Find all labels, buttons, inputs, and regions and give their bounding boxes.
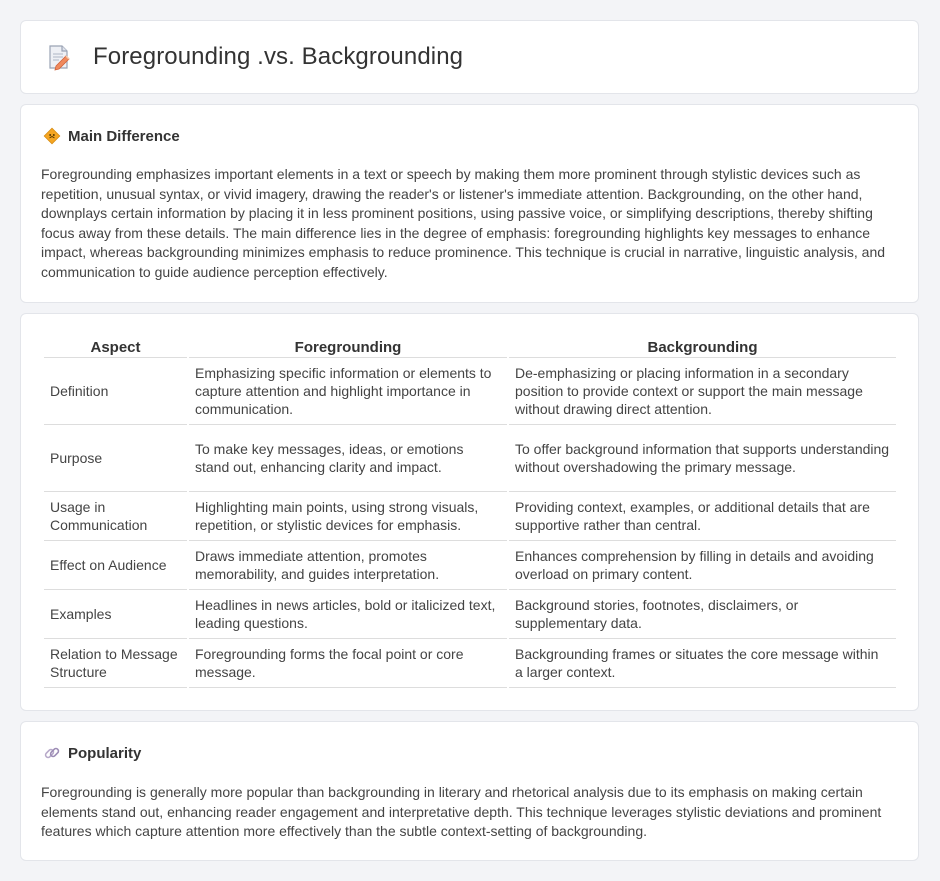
foregrounding-cell: Highlighting main points, using strong visuals, repetition, or stylistic devices for emphasis. xyxy=(189,492,507,541)
foregrounding-cell: Headlines in news articles, bold or italicized text, leading questions. xyxy=(189,590,507,639)
aspect-cell: Purpose xyxy=(44,425,187,492)
aspect-cell: Examples xyxy=(44,590,187,639)
foregrounding-cell: Emphasizing specific information or elements to capture attention and highlight importance in communication. xyxy=(189,358,507,425)
document-pencil-icon xyxy=(47,43,71,71)
backgrounding-cell: Background stories, footnotes, disclaimers, or supplementary data. xyxy=(509,590,896,639)
table-row xyxy=(44,639,896,688)
section-title: Popularity xyxy=(68,744,142,762)
backgrounding-cell: Providing context, examples, or additional details that are supportive rather than central. xyxy=(509,492,896,541)
aspect-cell: Usage in Communication xyxy=(44,492,187,541)
popularity-heading xyxy=(43,744,141,762)
column-header-aspect: Aspect xyxy=(44,336,187,358)
table-row xyxy=(44,590,896,639)
aspect-cell: Relation to Message Structure xyxy=(44,639,187,688)
section-title: Main Difference xyxy=(68,127,180,145)
aspect-cell: Effect on Audience xyxy=(44,541,187,590)
main-difference-card xyxy=(20,104,919,303)
table-header-row xyxy=(44,336,896,358)
foregrounding-cell: To make key messages, ideas, or emotions stand out, enhancing clarity and impact. xyxy=(189,425,507,492)
table-row xyxy=(44,541,896,590)
aspect-cell: Definition xyxy=(44,358,187,425)
main-difference-text: Foregrounding emphasizes important elements in a text or speech by making them more prominent through stylistic devices such as repetition, unusual syntax, or vivid imagery, drawing the reader's or listener's immediate attention. Backgrounding, on the other hand, downplays certain information by placing it in less prominent positions, using passive voice, or simplifying descriptions, thereby shifting focus away from these details. The main difference lies in the degree of emphasis: foregrounding highlights key messages to enhance impact, whereas backgrounding minimizes emphasis to reduce prominence. This technique is crucial in narrative, linguistic analysis, and communication to guide audience perception effectively. xyxy=(41,166,886,280)
popularity-card xyxy=(20,721,919,861)
link-icon xyxy=(43,744,61,762)
table-row xyxy=(44,492,896,541)
backgrounding-cell: Enhances comprehension by filling in details and avoiding overload on primary content. xyxy=(509,541,896,590)
backgrounding-cell: To offer background information that supports understanding without overshadowing the primary message. xyxy=(509,425,896,492)
backgrounding-cell: Backgrounding frames or situates the core message within a larger context. xyxy=(509,639,896,688)
table-row xyxy=(44,425,896,492)
foregrounding-cell: Foregrounding forms the focal point or core message. xyxy=(189,639,507,688)
page-title: Foregrounding .vs. Backgrounding xyxy=(93,43,464,70)
foregrounding-cell: Draws immediate attention, promotes memorability, and guides interpretation. xyxy=(189,541,507,590)
column-header-backgrounding: Backgrounding xyxy=(509,336,896,358)
diamond-sign-icon xyxy=(43,127,61,145)
comparison-table xyxy=(42,336,898,688)
backgrounding-cell: De-emphasizing or placing information in a secondary position to provide context or support the main message without drawing direct attention. xyxy=(509,358,896,425)
comparison-table-card xyxy=(20,313,919,711)
popularity-text: Foregrounding is generally more popular than backgrounding in literary and rhetorical analysis due to its emphasis on making certain elements stand out, enhancing reader engagement and interpretative depth. This technique leverages stylistic deviations and prominent features which capture attention more effectively than the subtle context-setting of backgrounding. xyxy=(41,784,882,840)
column-header-foregrounding: Foregrounding xyxy=(189,336,507,358)
title-row xyxy=(47,43,463,71)
main-difference-heading xyxy=(43,127,180,145)
title-card xyxy=(20,20,919,94)
table-row xyxy=(44,358,896,425)
